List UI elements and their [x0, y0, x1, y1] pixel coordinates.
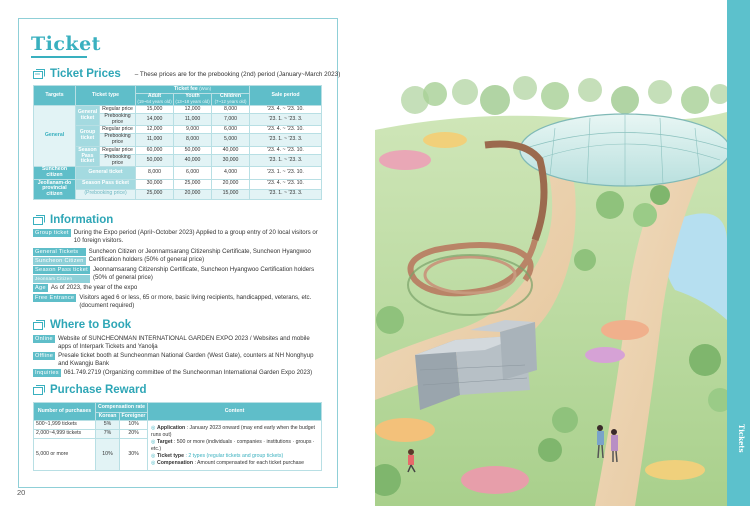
table-row — [34, 421, 322, 430]
row-suncheon-citizen: Suncheon citizen — [34, 167, 76, 179]
sale-period-cell: '23. 1. ~ '23. 10. — [250, 167, 322, 179]
info-text: Website of SUNCHEONMAN INTERNATIONAL GARDEN EXPO 2023 / Websites and mobile apps of Interpark Tickets and Yanolja — [57, 335, 310, 351]
sale-period-cell: '23. 4. ~ '23. 10. — [250, 146, 322, 154]
page-number: 20 — [17, 488, 26, 497]
purchase-reward-table — [33, 402, 322, 471]
ticket-prices-heading — [33, 68, 340, 80]
sale-period-cell: '23. 1. ~ '23. 3. — [250, 114, 322, 126]
sale-period-cell: '23. 4. ~ '23. 10. — [250, 106, 322, 114]
info-free-entrance — [33, 294, 323, 311]
fee-label: Ticket fee — [173, 85, 198, 92]
table-row — [34, 167, 322, 179]
regular-price-label: Regular price — [100, 146, 136, 154]
content-target: ◎ Target : 500 or more (individuals · companies · institutions · groups · etc.) — [151, 438, 315, 452]
ticket-icon — [33, 69, 45, 80]
application-text: : January 2023 onward (may end early when the budget runs out) — [151, 424, 316, 438]
col-youth — [174, 94, 212, 106]
season-pass-label: Season Pass ticket — [76, 146, 100, 166]
purchase-range: 5,000 or more — [34, 439, 96, 471]
title-underline — [31, 56, 87, 58]
where-to-book-heading — [33, 319, 131, 331]
price-cell: 9,000 — [174, 126, 212, 134]
price-cell: 12,000 — [174, 106, 212, 114]
price-cell: 14,000 — [136, 114, 174, 126]
price-cell: 7,000 — [212, 114, 250, 126]
price-cell: 20,000 — [174, 189, 212, 199]
col-targets: Targets — [34, 86, 76, 106]
ticket-icon — [33, 320, 45, 331]
info-text: 061.749.2719 (Organizing committee of the Suncheonman International Garden Expo 2023) — [63, 369, 313, 376]
target-label: Target — [156, 438, 173, 445]
ticket-prices-title: Ticket Prices — [50, 68, 121, 80]
tag-stack — [33, 248, 86, 265]
sale-period-cell: '23. 4. ~ '23. 10. — [250, 126, 322, 134]
target-text: : 500 or more (individuals · companies · institutions · groups · etc.) — [151, 438, 315, 452]
adult-label: Adult — [147, 93, 162, 100]
price-cell: 25,000 — [136, 189, 174, 199]
page-title: Ticket — [31, 33, 101, 55]
tag-free-entrance: Free Entrance — [35, 295, 75, 301]
tag-inquiries: Inquiries — [35, 370, 59, 376]
table-row — [34, 189, 322, 199]
jeolla-ticket-sub: (Prebooking price) — [76, 189, 136, 199]
price-cell: 6,000 — [174, 167, 212, 179]
prebooking-price-label: Prebooking price — [100, 134, 136, 146]
purchase-reward-title: Purchase Reward — [50, 384, 147, 396]
foreigner-rate: 30% — [120, 439, 148, 471]
foreigner-rate: 10% — [120, 421, 148, 430]
adult-age: (19~64 years old) — [137, 98, 172, 104]
col-number-of-purchases: Number of purchases — [34, 403, 96, 421]
info-group-ticket — [33, 229, 323, 246]
tag-online: Online — [35, 336, 53, 342]
table-row — [34, 179, 322, 189]
info-text: During the Expo period (April~October 2023) Applied to a group entry of 20 local visitors or 10 foreign visitors. — [73, 229, 318, 245]
korean-rate: 7% — [96, 430, 120, 439]
price-cell: 50,000 — [136, 154, 174, 166]
price-cell: 25,000 — [174, 179, 212, 189]
content-ticket-type: ◎ Ticket type : 2 types (regular tickets and group tickets) — [151, 452, 284, 459]
tag-jeonnam-citizen: Jeonnam Citizen — [33, 275, 90, 283]
col-content: Content — [148, 403, 322, 421]
fee-unit: (Won) — [199, 85, 212, 91]
general-ticket-label: General ticket — [76, 106, 100, 126]
price-cell: 30,000 — [212, 154, 250, 166]
info-general-tickets — [33, 248, 323, 265]
price-cell: 15,000 — [212, 189, 250, 199]
tag-suncheon-citizen: Suncheon Citizen — [35, 257, 84, 264]
ticket-price-table — [33, 85, 322, 200]
col-ticket-type: Ticket type — [76, 86, 136, 106]
col-foreigner: Foreigner — [120, 413, 148, 421]
price-cell: 4,000 — [212, 167, 250, 179]
purchase-range: 500~1,999 tickets — [34, 421, 96, 430]
tag-season-pass: Season Pass ticket — [35, 267, 88, 273]
book-offline — [33, 352, 323, 369]
price-cell: 11,000 — [136, 134, 174, 146]
price-cell: 30,000 — [136, 179, 174, 189]
regular-price-label: Regular price — [100, 126, 136, 134]
price-cell: 6,000 — [212, 126, 250, 134]
price-cell: 8,000 — [136, 167, 174, 179]
right-page — [375, 0, 750, 506]
suncheon-ticket-label: General ticket — [76, 167, 136, 179]
group-ticket-label: Group ticket — [76, 126, 100, 146]
ticket-type-text: : 2 types (regular tickets and group tickets) — [184, 452, 284, 459]
information-title: Information — [50, 214, 114, 226]
prebooking-price-label: Prebooking price — [100, 154, 136, 166]
foreigner-rate: 20% — [120, 430, 148, 439]
regular-price-label: Regular price — [100, 106, 136, 114]
tag-group-ticket: Group ticket — [35, 230, 69, 236]
info-age — [33, 284, 323, 292]
content-compensation: ◎ Compensation : Amount compensated for each ticket purchase — [151, 459, 305, 466]
col-adult — [136, 94, 174, 106]
table-row — [34, 106, 322, 114]
ticket-prices-note: – These prices are for the prebooking (2nd) period (January~March 2023) — [134, 70, 341, 78]
application-label: Application — [156, 424, 186, 431]
tag-age: Age — [35, 285, 46, 291]
children-label: Children — [219, 93, 242, 100]
reward-content — [148, 421, 322, 471]
book-inquiries — [33, 369, 328, 377]
tag-stack — [33, 266, 90, 283]
chapter-side-label: Tickets — [737, 423, 746, 453]
children-age: (7~12 years old) — [214, 98, 247, 104]
korean-rate: 5% — [96, 421, 120, 430]
compensation-label: Compensation — [156, 459, 194, 466]
ticket-icon — [33, 385, 45, 396]
sale-period-cell: '23. 4. ~ '23. 10. — [250, 179, 322, 189]
price-cell: 12,000 — [136, 126, 174, 134]
price-cell: 60,000 — [136, 146, 174, 154]
content-application: ◎ Application : January 2023 onward (may end early when the budget runs out) — [151, 424, 316, 438]
info-text: Jeonnamsarang Citizenship Certificate, Suncheon Hyangwoo Certification holders (50% of general price) — [92, 266, 315, 282]
col-sale-period: Sale period — [250, 86, 322, 106]
info-text: Visitors aged 6 or less, 65 or more, basic living recipients, handicapped, veterans, etc. (document required) — [79, 294, 312, 310]
purchase-reward-heading — [33, 384, 147, 396]
price-cell: 50,000 — [174, 146, 212, 154]
price-cell: 20,000 — [212, 179, 250, 189]
korean-rate: 10% — [96, 439, 120, 471]
price-cell: 8,000 — [174, 134, 212, 146]
sale-period-cell: '23. 1. ~ '23. 3. — [250, 154, 322, 166]
price-cell: 40,000 — [212, 146, 250, 154]
ticket-type-label: Ticket type — [156, 452, 184, 459]
purchase-range: 2,000~4,999 tickets — [34, 430, 96, 439]
youth-label: Youth — [185, 93, 200, 100]
price-cell: 40,000 — [174, 154, 212, 166]
jeolla-ticket-label: Season Pass ticket — [76, 179, 136, 189]
info-season-pass — [33, 266, 323, 283]
information-heading — [33, 214, 113, 226]
prebooking-price-label: Prebooking price — [100, 114, 136, 126]
sale-period-cell: '23. 1. ~ '23. 3. — [250, 189, 322, 199]
youth-age: (13~18 years old) — [175, 98, 210, 104]
price-cell: 8,000 — [212, 106, 250, 114]
col-compensation-rate: Compensation rate — [96, 403, 148, 413]
tag-offline: Offline — [35, 353, 54, 359]
price-cell: 5,000 — [212, 134, 250, 146]
col-korean: Korean — [96, 413, 120, 421]
compensation-text: : Amount compensated for each ticket purchase — [193, 459, 305, 466]
info-text: Presale ticket booth at Suncheonman National Garden (West Gate), counters at NH Nonghyup and Kwangju Bank — [58, 352, 314, 368]
ticket-icon — [33, 215, 45, 226]
table-row — [34, 146, 322, 154]
row-general: General — [34, 106, 76, 167]
tag-general-tickets: General Tickets — [33, 248, 86, 256]
glass-greenhouse — [520, 114, 730, 186]
price-cell: 15,000 — [136, 106, 174, 114]
row-jeollanam-citizen: Jeollanam-do provincial citizen — [34, 179, 76, 199]
price-cell: 11,000 — [174, 114, 212, 126]
info-text: As of 2023, the year of the expo — [50, 284, 138, 291]
sale-period-cell: '23. 1. ~ '23. 3. — [250, 134, 322, 146]
book-online — [33, 335, 323, 352]
col-children — [212, 94, 250, 106]
where-to-book-title: Where to Book — [50, 319, 132, 331]
table-row — [34, 126, 322, 134]
info-text: Suncheon Citizen or Jeonnamsarang Citizenship Certificate, Suncheon Hyangwoo Certification holders (50% of general price) — [88, 248, 311, 264]
garden-expo-illustration — [375, 0, 750, 506]
